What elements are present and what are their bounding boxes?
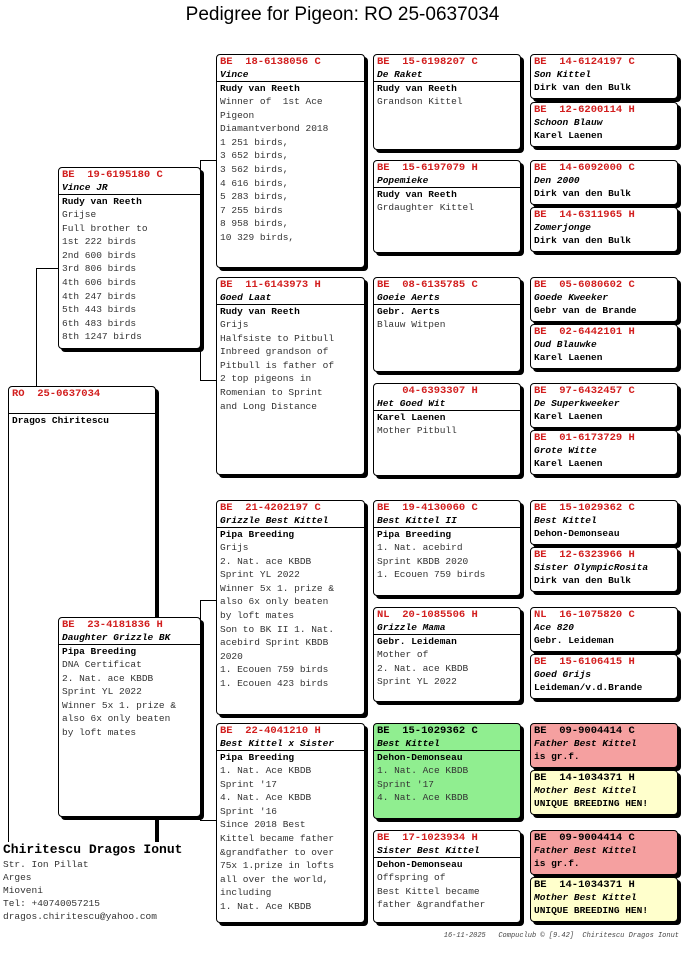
breeder-name: Dirk van den Bulk <box>534 575 631 586</box>
note-line: Sprint '16 <box>220 805 278 817</box>
pigeon-note: UNIQUE BREEDING HEN! <box>534 798 649 809</box>
note-line: 6th 483 birds <box>62 317 137 329</box>
ring-number: BE 08-6135785 C <box>377 279 478 291</box>
pigeon-name: Grizzle Mama <box>374 622 520 635</box>
ring-number: BE 97-6432457 C <box>534 385 635 397</box>
note-line: 4 616 birds, <box>220 177 289 189</box>
pigeon-card-g4-14[interactable] <box>530 770 678 815</box>
pigeon-name: Sister Best Kittel <box>374 845 520 858</box>
pigeon-notes <box>217 95 364 245</box>
ring-number: BE 19-4130060 C <box>377 502 478 514</box>
owner-city: Mioveni <box>3 885 43 896</box>
note-line: Sprint YL 2022 <box>220 569 300 581</box>
note-line: all over the world, <box>220 873 329 885</box>
pigeon-card-g4-16[interactable] <box>530 877 678 922</box>
pigeon-name <box>9 401 155 414</box>
pigeon-name: Zomerjonge <box>534 222 592 233</box>
note-line: Since 2018 Best <box>220 819 306 831</box>
breeder-name: Karel Laenen <box>534 411 603 422</box>
owner-info <box>3 842 182 923</box>
ring-number: BE 09-9004414 C <box>534 725 635 737</box>
note-line: Grijs <box>220 319 249 330</box>
pigeon-notes <box>374 318 520 332</box>
note-line: Offspring of <box>377 872 446 883</box>
pigeon-card-g4-2[interactable] <box>530 102 678 147</box>
pigeon-card-ggp7[interactable] <box>373 723 521 819</box>
pigeon-card-g4-11[interactable] <box>530 607 678 652</box>
ring-number: BE 12-6323966 H <box>534 549 635 561</box>
owner-street: Str. Ion Pillat <box>3 859 89 870</box>
pigeon-card-dam[interactable] <box>58 617 201 817</box>
note-line: 1. Ecouen 423 birds <box>220 677 329 689</box>
pigeon-card-ggp4[interactable] <box>373 383 521 476</box>
breeder-name: Dehon-Demonseau <box>534 528 620 539</box>
note-line: 1. Ecouen 759 birds <box>220 664 329 676</box>
breeder-name: Dehon-Demonseau <box>377 859 463 870</box>
note-line: Winner of 1st Ace <box>220 96 323 107</box>
note-line: Best Kittel became <box>377 885 480 897</box>
note-line: Pigeon <box>220 109 255 121</box>
note-line: 1. Nat. Ace KBDB <box>377 765 469 776</box>
ring-number: BE 17-1023934 H <box>377 832 478 844</box>
ring-number: 04-6393307 H <box>377 385 478 397</box>
breeder-name: Pipa Breeding <box>62 646 137 657</box>
ring-number: BE 14-6092000 C <box>534 162 635 174</box>
pigeon-name: Best Kittel <box>534 515 597 526</box>
ring-number: NL 16-1075820 C <box>534 609 635 621</box>
pigeon-notes <box>59 658 200 740</box>
breeder-name: Gebr. Leideman <box>377 636 457 647</box>
connector <box>200 380 216 381</box>
pigeon-name: De Raket <box>374 69 520 82</box>
breeder-name: Karel Laenen <box>534 352 603 363</box>
pigeon-notes <box>374 871 520 912</box>
note-line: including <box>220 887 272 899</box>
connector <box>36 268 37 388</box>
pigeon-card-gp3[interactable] <box>216 500 365 715</box>
connector <box>200 820 216 821</box>
pigeon-notes <box>59 208 200 344</box>
ring-number: BE 12-6200114 H <box>534 104 635 116</box>
footer-credit: 16-11-2025 Compuclub © [9.42] Chiritescu Dragos Ionut <box>443 932 679 940</box>
ring-number: RO 25-0637034 <box>12 388 101 400</box>
pigeon-card-g4-15[interactable] <box>530 830 678 875</box>
pigeon-name: Grote Witte <box>534 445 597 456</box>
note-line: Halfsiste to Pitbull <box>220 332 335 344</box>
pigeon-card-g4-12[interactable] <box>530 654 678 699</box>
pigeon-name: Goed Laat <box>217 292 364 305</box>
ring-number: BE 18-6138056 C <box>220 56 321 68</box>
note-line: by loft mates <box>62 726 137 738</box>
pigeon-card-ggp2[interactable] <box>373 160 521 253</box>
pigeon-name: Den 2000 <box>534 175 580 186</box>
pigeon-name: Son Kittel <box>534 69 592 80</box>
ring-number: BE 02-6442101 H <box>534 326 635 338</box>
note-line: 1 251 birds, <box>220 136 289 148</box>
breeder-name: Leideman/v.d.Brande <box>534 682 643 693</box>
pigeon-card-g4-3[interactable] <box>530 160 678 205</box>
note-line: 4. Nat. Ace KBDB <box>220 792 312 804</box>
pigeon-card-g4-8[interactable] <box>530 430 678 475</box>
breeder-name: Gebr. Aerts <box>377 306 440 317</box>
ring-number: BE 09-9004414 C <box>534 832 635 844</box>
note-line: acebird Sprint KBDB <box>220 637 329 649</box>
pigeon-card-ggp6[interactable] <box>373 607 521 702</box>
ring-number: BE 23-4181836 H <box>62 619 163 631</box>
pigeon-notes <box>374 95 520 109</box>
ring-number: BE 22-4041210 H <box>220 725 321 737</box>
note-line: 1. Nat. acebird <box>377 542 463 553</box>
ring-number: BE 14-6124197 C <box>534 56 635 68</box>
ring-number: BE 14-1034371 H <box>534 879 635 891</box>
pigeon-card-g4-5[interactable] <box>530 277 678 322</box>
pigeon-name: Popemieke <box>374 175 520 188</box>
pigeon-card-g4-7[interactable] <box>530 383 678 428</box>
pigeon-card-ggp8[interactable] <box>373 830 521 923</box>
breeder-name: Rudy van Reeth <box>220 83 300 94</box>
note-line: Winner 5x 1. prize & <box>220 582 335 594</box>
pigeon-name: Schoon Blauw <box>534 117 603 128</box>
pigeon-notes <box>217 764 364 914</box>
pigeon-name: Father Best Kittel <box>534 845 637 856</box>
page-title: Pedigree for Pigeon: RO 25-0637034 <box>185 4 500 25</box>
pigeon-name: Vince JR <box>59 182 200 195</box>
ring-number: BE 15-1029362 C <box>534 502 635 514</box>
note-line: 2. Nat. ace KBDB <box>377 662 469 674</box>
ring-number: BE 14-1034371 H <box>534 772 635 784</box>
breeder-name: Dirk van den Bulk <box>534 188 631 199</box>
note-line: Pitbull is father of <box>220 359 335 371</box>
pigeon-card-g4-13[interactable] <box>530 723 678 768</box>
pigeon-name: Mother Best Kittel <box>534 892 637 903</box>
breeder-name: Rudy van Reeth <box>377 189 457 200</box>
note-line: 75x 1.prize in lofts <box>220 860 335 872</box>
pigeon-name: Ace 820 <box>534 622 574 633</box>
ring-number: BE 14-6311965 H <box>534 209 635 221</box>
note-line: Kittel became father <box>220 832 335 844</box>
owner-county: Arges <box>3 872 32 883</box>
note-line: Winner 5x 1. prize & <box>62 699 177 711</box>
pigeon-name: Oud Blauwke <box>534 339 597 350</box>
ring-number: BE 19-6195180 C <box>62 169 163 181</box>
note-line: Inbreed grandson of <box>220 346 329 358</box>
ring-number: BE 15-6198207 C <box>377 56 478 68</box>
note-line: 1. Ecouen 759 birds <box>377 569 486 581</box>
note-line: Sprint YL 2022 <box>377 676 457 688</box>
pigeon-name: Best Kittel <box>374 738 520 751</box>
note-line: 3 562 birds, <box>220 163 289 175</box>
ring-number: BE 21-4202197 C <box>220 502 321 514</box>
note-line: and Long Distance <box>220 400 317 412</box>
connector <box>36 268 60 269</box>
pigeon-name: Vince <box>217 69 364 82</box>
pigeon-card-gp1[interactable] <box>216 54 365 268</box>
note-line: 4th 606 birds <box>62 276 137 288</box>
pigeon-name: Sister OlympicRosita <box>534 562 649 573</box>
note-line: also 6x only beaten <box>220 596 329 608</box>
note-line: Romenian to Sprint <box>220 386 323 398</box>
pigeon-card-gp4[interactable] <box>216 723 365 923</box>
pigeon-notes <box>374 201 520 215</box>
pigeon-card-ggp1[interactable] <box>373 54 521 150</box>
note-line: 2. Nat. ace KBDB <box>62 672 154 684</box>
breeder-name: Rudy van Reeth <box>220 306 300 317</box>
note-line: Grdaughter Kittel <box>377 202 474 213</box>
note-line: 1. Nat. Ace KBDB <box>220 900 312 912</box>
note-line: Mother Pitbull <box>377 425 457 436</box>
pigeon-note: is gr.f. <box>534 858 580 869</box>
breeder-name: Pipa Breeding <box>220 529 295 540</box>
pigeon-card-g4-9[interactable] <box>530 500 678 545</box>
note-line: by loft mates <box>220 609 295 621</box>
note-line: Sprint '17 <box>377 778 435 790</box>
breeder-name: Pipa Breeding <box>220 752 295 763</box>
pigeon-card-ggp5[interactable] <box>373 500 521 596</box>
pigeon-card-g4-1[interactable] <box>530 54 678 99</box>
note-line: 1. Nat. Ace KBDB <box>220 765 312 776</box>
breeder-name: Gebr van de Brande <box>534 305 637 316</box>
ring-number: BE 15-6106415 H <box>534 656 635 668</box>
note-line: Mother of <box>377 649 429 660</box>
note-line: Sprint YL 2022 <box>62 686 142 698</box>
ring-number: BE 15-1029362 C <box>377 725 478 737</box>
note-line: also 6x only beaten <box>62 713 171 725</box>
note-line: 8 958 birds, <box>220 218 289 230</box>
note-line: Son to BK II 1. Nat. <box>220 623 335 635</box>
pigeon-name: Grizzle Best Kittel <box>217 515 364 528</box>
ring-number: BE 11-6143973 H <box>220 279 321 291</box>
breeder-name: Karel Laenen <box>377 412 446 423</box>
note-line: 2020 <box>220 650 243 662</box>
note-line: 2 top pigeons in <box>220 373 312 385</box>
pigeon-notes <box>374 764 520 805</box>
note-line: 4. Nat. Ace KBDB <box>377 792 469 804</box>
connector <box>200 160 216 161</box>
pigeon-card-ggp3[interactable] <box>373 277 521 372</box>
note-line: Grijse <box>62 209 97 220</box>
pigeon-notes <box>374 424 520 438</box>
pigeon-name: Mother Best Kittel <box>534 785 637 796</box>
breeder-name: Dirk van den Bulk <box>534 235 631 246</box>
note-line: 4th 247 birds <box>62 290 137 302</box>
ring-number: NL 20-1085506 H <box>377 609 478 621</box>
note-line: Blauw Witpen <box>377 319 446 330</box>
note-line: 1st 222 birds <box>62 236 137 248</box>
pigeon-name: Goed Grijs <box>534 669 592 680</box>
pigeon-notes <box>374 648 520 689</box>
pigeon-card-gp2[interactable] <box>216 277 365 475</box>
breeder-name: Karel Laenen <box>534 458 603 469</box>
pigeon-note: UNIQUE BREEDING HEN! <box>534 905 649 916</box>
note-line: 5th 443 birds <box>62 304 137 316</box>
note-line: 8th 1247 birds <box>62 331 142 343</box>
note-line: 10 329 birds, <box>220 231 295 243</box>
note-line: 5 283 birds, <box>220 191 289 203</box>
pigeon-card-sire[interactable] <box>58 167 201 349</box>
note-line: 7 255 birds <box>220 204 283 216</box>
note-line: Sprint KBDB 2020 <box>377 555 469 567</box>
breeder-name: Dirk van den Bulk <box>534 82 631 93</box>
pigeon-card-g4-10[interactable] <box>530 547 678 592</box>
ring-number: BE 15-6197079 H <box>377 162 478 174</box>
breeder-name: Karel Laenen <box>534 130 603 141</box>
pigeon-name: Daughter Grizzle BK <box>59 632 200 645</box>
note-line: Grandson Kittel <box>377 96 463 107</box>
note-line: 3 652 birds, <box>220 150 289 162</box>
pigeon-notes <box>217 541 364 691</box>
ring-number: BE 01-6173729 H <box>534 432 635 444</box>
note-line: DNA Certificat <box>62 659 142 670</box>
pigeon-card-g4-4[interactable] <box>530 207 678 252</box>
breeder-name: Rudy van Reeth <box>377 83 457 94</box>
pigeon-card-g4-6[interactable] <box>530 324 678 369</box>
pigeon-name: De Superkweeker <box>534 398 620 409</box>
breeder-name: Dehon-Demonseau <box>377 752 463 763</box>
breeder-name: Pipa Breeding <box>377 529 452 540</box>
breeder-name: Rudy van Reeth <box>62 196 142 207</box>
note-line: 2. Nat. ace KBDB <box>220 555 312 567</box>
pigeon-notes <box>374 541 520 582</box>
note-line: 2nd 600 birds <box>62 249 137 261</box>
breeder-name: Dragos Chiritescu <box>12 415 109 426</box>
note-line: Grijs <box>220 542 249 553</box>
owner-phone: Tel: +40740057215 <box>3 898 100 909</box>
pigeon-name: Het Goed Wit <box>374 398 520 411</box>
pigeon-name: Best Kittel II <box>374 515 520 528</box>
breeder-name: Gebr. Leideman <box>534 635 614 646</box>
connector <box>200 600 216 601</box>
note-line: father &grandfather <box>377 899 486 911</box>
pigeon-name: Goeie Aerts <box>374 292 520 305</box>
ring-number: BE 05-6080602 C <box>534 279 635 291</box>
pigeon-note: is gr.f. <box>534 751 580 762</box>
pigeon-name: Best Kittel x Sister <box>217 738 364 751</box>
note-line: &grandfather to over <box>220 846 335 858</box>
owner-email: dragos.chiritescu@yahoo.com <box>3 911 157 922</box>
note-line: Full brother to <box>62 222 148 234</box>
pigeon-notes <box>217 318 364 413</box>
pigeon-name: Father Best Kittel <box>534 738 637 749</box>
pigeon-name: Goede Kweeker <box>534 292 609 303</box>
note-line: Diamantverbond 2018 <box>220 123 329 135</box>
note-line: 3rd 806 birds <box>62 263 137 275</box>
owner-name: Chiritescu Dragos Ionut <box>3 842 183 857</box>
note-line: Sprint '17 <box>220 778 278 790</box>
